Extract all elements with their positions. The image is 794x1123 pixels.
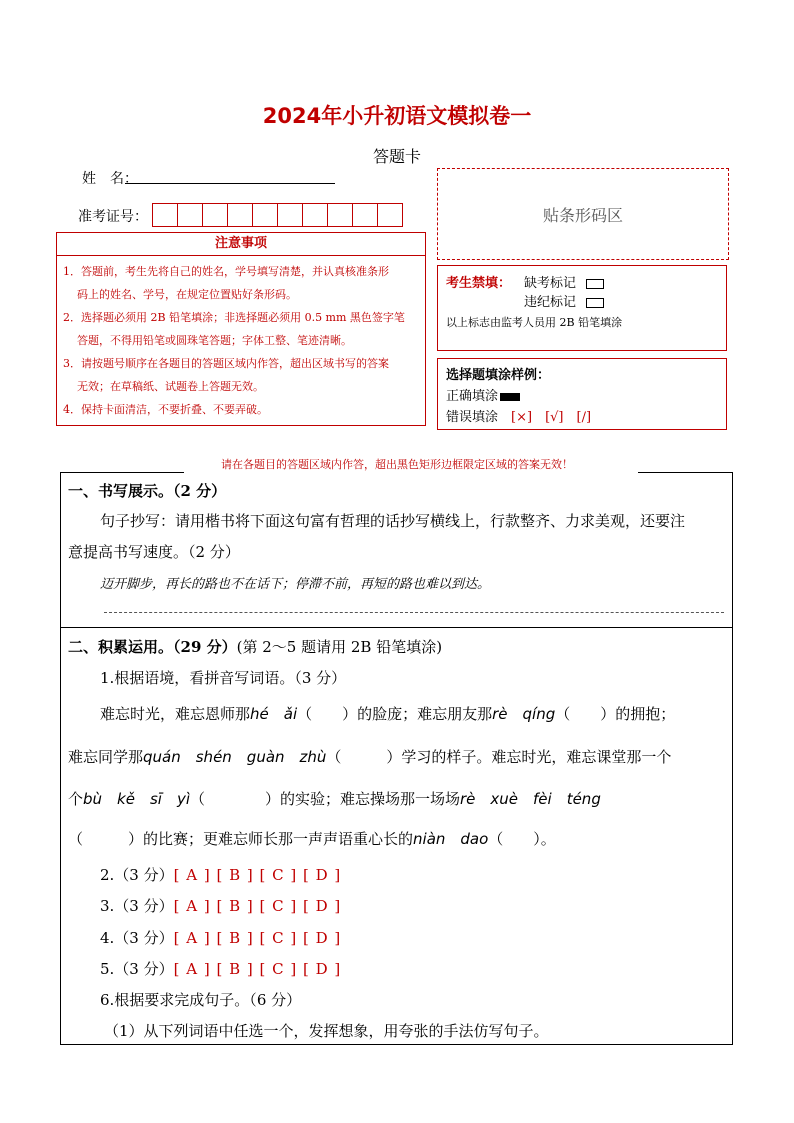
q1-line3: [68, 788, 601, 809]
page-title: 2024年小升初语文模拟卷一: [262, 104, 532, 128]
choice-options[interactable]: [ A ] [ B ] [ C ] [ D ]: [173, 897, 342, 915]
fill-sample-box: [437, 358, 727, 430]
q1-line2: [68, 746, 671, 767]
notice-title: 注意事项: [56, 232, 426, 256]
section1-title: 一、书写展示。（2 分）: [68, 482, 227, 500]
q1-text: 个: [68, 790, 84, 808]
q1-line4: [68, 828, 556, 849]
section-divider: [60, 627, 733, 628]
barcode-label: 贴条形码区: [542, 205, 623, 225]
q1-text: （ ）学习的样子。难忘时光，难忘课堂那一个: [326, 748, 672, 766]
section1-instruction: 句子抄写：请用楷书将下面这句富有哲理的话抄写横线上，行款整齐、力求美观，还要注: [100, 512, 686, 530]
violation-mark-box[interactable]: [586, 298, 604, 308]
name-label: 姓 名：: [82, 171, 138, 187]
wrong-fill-marks: [×] [√] [/]: [511, 410, 592, 425]
notice-body: [56, 256, 426, 426]
choice-label: 3.（3 分）: [100, 897, 174, 915]
barcode-area: [437, 168, 729, 260]
q1-text: （ ）的拥抱；: [555, 705, 676, 723]
choice-row-q5: [100, 958, 341, 979]
wrong-fill-label: 错误填涂: [446, 410, 499, 425]
absent-mark-label: 缺考标记: [524, 276, 577, 291]
id-box[interactable]: [302, 203, 328, 227]
q1-text: （ ）的实验；难忘操场那一场场: [190, 790, 461, 808]
notice-line: 3．请按题号顺序在各题目的答题区域内作答，超出区域书写的答案: [63, 357, 389, 370]
pinyin-bu-ke-si-yi: bù kě sī yì: [83, 790, 190, 808]
notice-line: 答题，不得用铅笔或圆珠笔答题；字体工整、笔迹清晰。: [77, 334, 352, 347]
choice-row-q4: [100, 927, 341, 948]
choice-options[interactable]: [ A ] [ B ] [ C ] [ D ]: [173, 866, 342, 884]
answer-area-warning: 请在各题目的答题区域内作答，超出黑色矩形边框限定区域的答案无效！: [221, 458, 573, 471]
pinyin-nian-dao: niàn dao: [413, 830, 489, 848]
correct-fill-label: 正确填涂: [446, 389, 499, 404]
section1-instruction-cont: 意提高书写速度。（2 分）: [68, 543, 240, 561]
choice-options[interactable]: [ A ] [ B ] [ C ] [ D ]: [173, 960, 342, 978]
choice-label: 4.（3 分）: [100, 929, 174, 947]
absent-mark-box[interactable]: [586, 279, 604, 289]
notice-line: 4．保持卡面清洁，不要折叠、不要弄破。: [63, 403, 268, 416]
name-field[interactable]: [125, 182, 335, 184]
notice-line: 2．选择题必须用 2B 铅笔填涂；非选择题必须用 0.5 mm 黑色签字笔: [63, 311, 405, 324]
id-box[interactable]: [202, 203, 228, 227]
id-box[interactable]: [177, 203, 203, 227]
correct-fill-mark: [500, 393, 520, 401]
sample-title: 选择题填涂样例：: [446, 368, 551, 383]
id-box[interactable]: [377, 203, 403, 227]
q1-text: （ ）的比赛；更难忘师长那一声声语重心长的: [68, 830, 414, 848]
pinyin-re-xue-fei-teng: rè xuè fèi téng: [460, 790, 601, 808]
notice-line: 1．答题前，考生先将自己的姓名，学号填写清楚，并认真核准条形: [63, 265, 389, 278]
q1-text: （ ）的脸庞；难忘朋友那: [297, 705, 493, 723]
q1-text: 难忘时光，难忘恩师那: [100, 705, 251, 723]
id-box[interactable]: [152, 203, 178, 227]
id-box[interactable]: [227, 203, 253, 227]
examiner-marks-box: [437, 265, 727, 351]
pinyin-quan-shen-guan-zhu: quán shén guàn zhù: [143, 748, 327, 766]
q6-1-prompt: （1）从下列词语中任选一个，发挥想象，用夸张的手法仿写句子。: [104, 1022, 549, 1040]
choice-label: 2.（3 分）: [100, 866, 174, 884]
id-box[interactable]: [252, 203, 278, 227]
q1-text: 难忘同学那: [68, 748, 144, 766]
page-subtitle: 答题卡: [372, 147, 421, 166]
pinyin-he-ai: hé ǎi: [250, 705, 298, 723]
violation-mark-label: 违纪标记: [524, 295, 577, 310]
choice-options[interactable]: [ A ] [ B ] [ C ] [ D ]: [173, 929, 342, 947]
section2-note: (第 2～5 题请用 2B 铅笔填涂): [236, 638, 443, 656]
id-label: 准考证号：: [78, 209, 148, 225]
section2-header: [68, 636, 442, 657]
q1-title: 1.根据语境，看拼音写词语。（3 分）: [100, 669, 347, 687]
id-box[interactable]: [352, 203, 378, 227]
notice-box: [56, 232, 426, 430]
notice-line: 无效；在草稿纸、试题卷上答题无效。: [77, 380, 264, 393]
q1-text: （ ）。: [488, 830, 556, 848]
id-box[interactable]: [277, 203, 303, 227]
q6-title: 6.根据要求完成句子。（6 分）: [100, 991, 302, 1009]
section2-title: 二、积累运用。（29 分）: [68, 638, 237, 656]
q1-line1: [100, 703, 675, 724]
pinyin-re-qing: rè qíng: [492, 705, 556, 723]
forbid-note: 以上标志由监考人员用 2B 铅笔填涂: [446, 316, 623, 329]
choice-row-q2: [100, 864, 341, 885]
choice-label: 5.（3 分）: [100, 960, 174, 978]
copy-writing-line[interactable]: [104, 612, 724, 613]
id-box[interactable]: [327, 203, 353, 227]
choice-row-q3: [100, 895, 341, 916]
notice-line: 码上的姓名、学号，在规定位置贴好条形码。: [77, 288, 297, 301]
section1-quote: 迈开脚步，再长的路也不在话下；停滞不前，再短的路也难以到达。: [100, 577, 491, 592]
forbid-label: 考生禁填：: [446, 276, 512, 291]
id-number-boxes[interactable]: [152, 203, 402, 227]
